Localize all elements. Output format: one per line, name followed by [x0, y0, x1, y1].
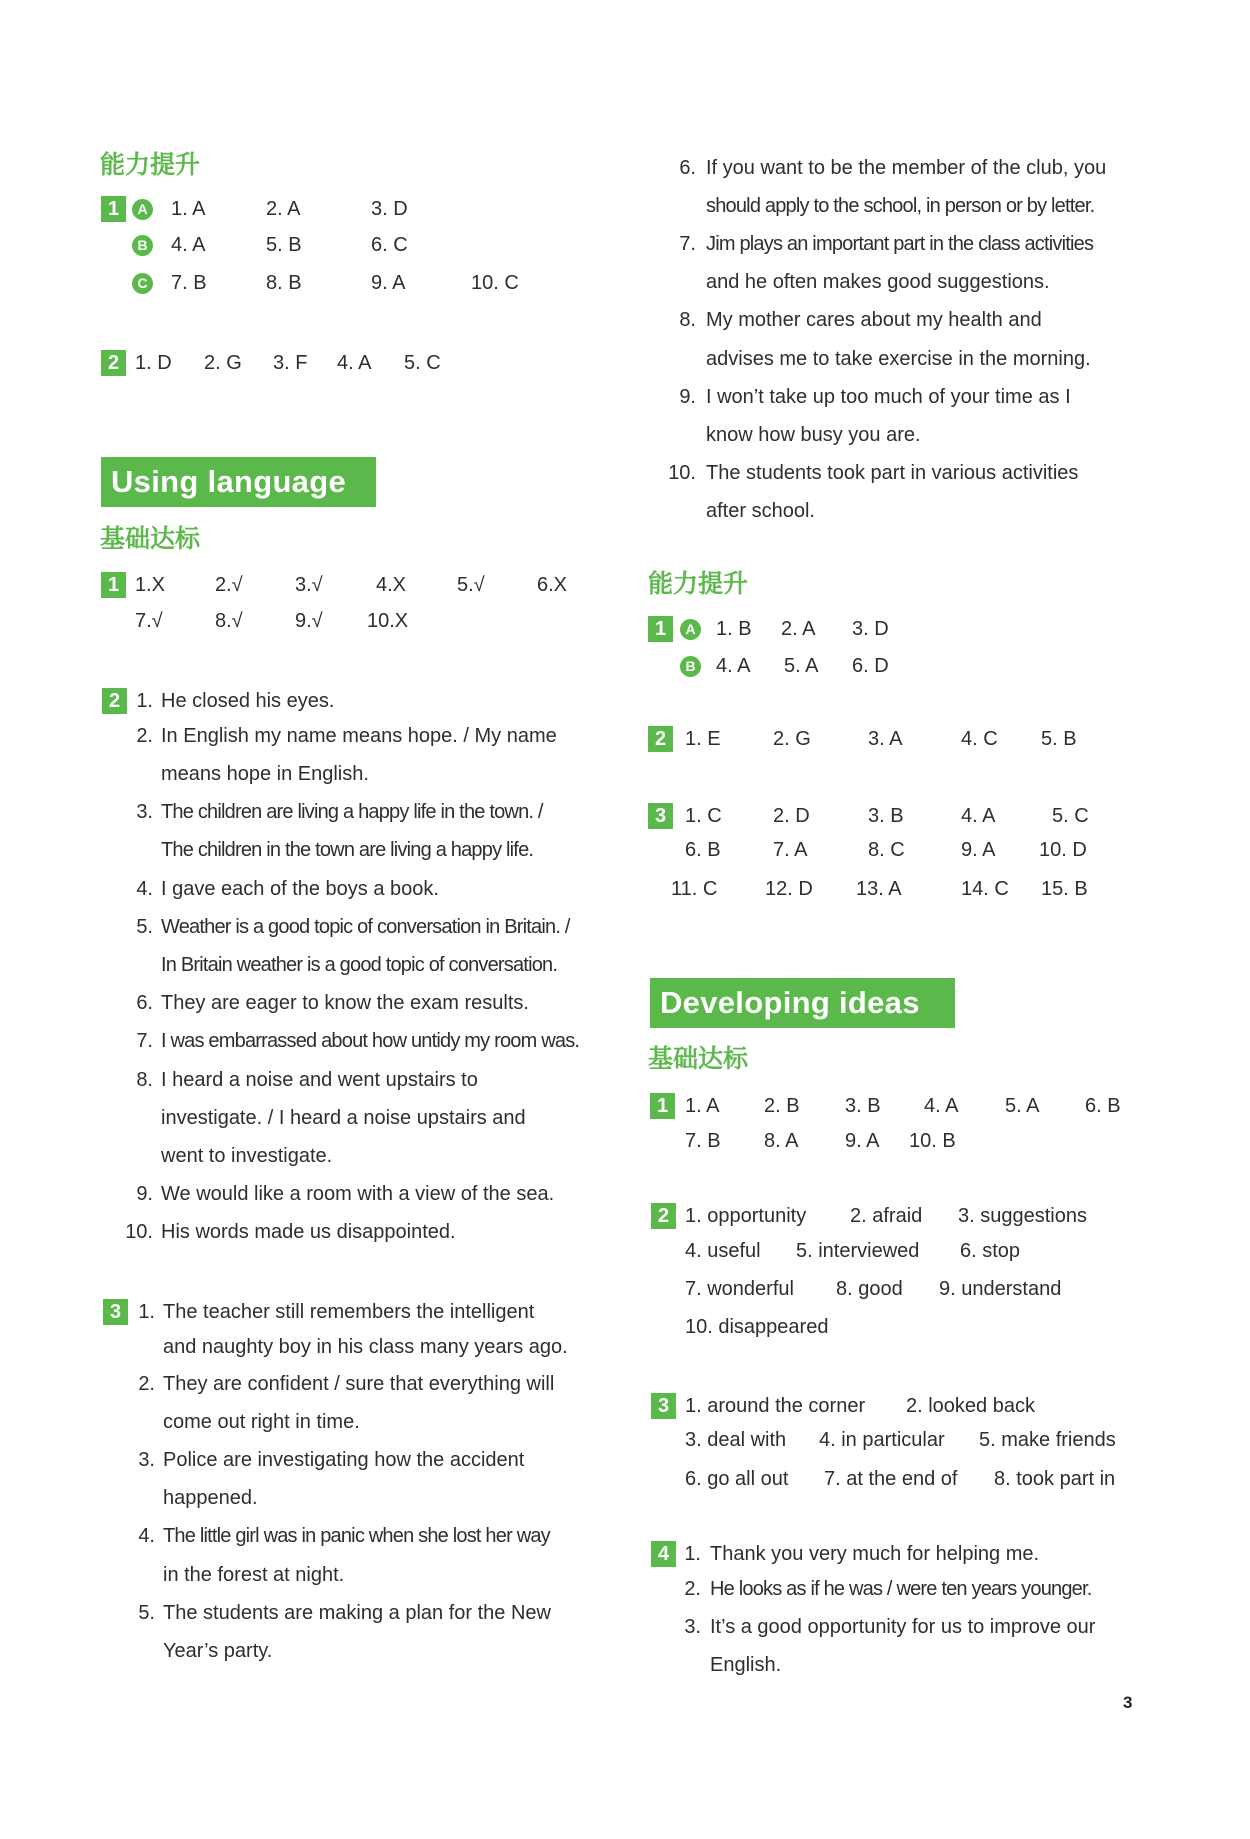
- exercise-badge: 1: [650, 1093, 675, 1119]
- answer: 12. D: [765, 878, 813, 900]
- item-text: My mother cares about my health and: [706, 309, 1042, 331]
- section-heading-advanced: 能力提升: [648, 569, 749, 598]
- answer: 3. B: [845, 1095, 881, 1117]
- answer: 8. took part in: [994, 1468, 1116, 1490]
- exercise-badge: 3: [103, 1299, 128, 1325]
- item-number: 3.: [138, 1449, 155, 1471]
- item-text: They are eager to know the exam results.: [161, 992, 529, 1014]
- answer: 3. suggestions: [958, 1205, 1087, 1227]
- item-text: happened.: [163, 1487, 258, 1509]
- answer: 1. opportunity: [685, 1205, 807, 1227]
- item-text: know how busy you are.: [706, 424, 921, 446]
- answer: 11. C: [671, 878, 718, 900]
- answer: 7. wonderful: [685, 1278, 794, 1300]
- item-text: English.: [710, 1654, 782, 1676]
- item-text: should apply to the school, in person or by letter.: [706, 195, 1095, 217]
- item-number: 6.: [136, 992, 153, 1014]
- part-letter-badge: C: [132, 273, 153, 294]
- answer: 10.X: [367, 610, 409, 632]
- item-text: The little girl was in panic when she lost her way: [163, 1525, 550, 1547]
- item-text: We would like a room with a view of the sea.: [161, 1183, 555, 1205]
- item-number: 8.: [136, 1069, 153, 1091]
- item-number: 1.: [138, 1301, 155, 1323]
- answer: 4. A: [924, 1095, 959, 1117]
- answer: 1.X: [135, 574, 166, 596]
- answer: 6.X: [537, 574, 568, 596]
- item-text: and he often makes good suggestions.: [706, 271, 1050, 293]
- item-number: 2.: [684, 1578, 701, 1600]
- answer: 8.√: [215, 610, 243, 632]
- answer: 3. deal with: [685, 1429, 787, 1451]
- item-text: They are confident / sure that everything will: [163, 1373, 555, 1395]
- item-text: He looks as if he was / were ten years younger.: [710, 1578, 1092, 1600]
- exercise-badge: 1: [101, 572, 126, 598]
- answer: 7. B: [685, 1130, 721, 1152]
- answer: 5. make friends: [979, 1429, 1116, 1451]
- item-text: advises me to take exercise in the morning.: [706, 348, 1091, 370]
- answer: 6. C: [371, 234, 408, 256]
- answer: 1. E: [685, 728, 721, 750]
- answer: 2. G: [204, 352, 242, 374]
- exercise-badge: 2: [101, 350, 126, 376]
- answer: 3. F: [273, 352, 308, 374]
- item-text: come out right in time.: [163, 1411, 360, 1433]
- item-text: I won’t take up too much of your time as I: [706, 386, 1071, 408]
- section-banner-developing-ideas: Developing ideas: [650, 978, 955, 1028]
- answer: 5. C: [404, 352, 441, 374]
- answer: 4. A: [337, 352, 372, 374]
- item-number: 9.: [136, 1183, 153, 1205]
- part-letter-badge: B: [132, 235, 153, 256]
- item-text: If you want to be the member of the club, you: [706, 157, 1107, 179]
- item-number: 4.: [136, 878, 153, 900]
- item-number: 6.: [679, 157, 696, 179]
- item-number: 10.: [668, 462, 696, 484]
- item-number: 3.: [684, 1616, 701, 1638]
- item-number: 1.: [684, 1543, 701, 1565]
- item-text: Thank you very much for helping me.: [710, 1543, 1040, 1565]
- section-heading-advanced: 能力提升: [100, 150, 201, 179]
- answer: 8. A: [764, 1130, 799, 1152]
- answer: 5. B: [1041, 728, 1077, 750]
- item-text: The children in the town are living a happy life.: [161, 839, 534, 861]
- answer: 7. B: [171, 272, 207, 294]
- answer: 10. disappeared: [685, 1316, 829, 1338]
- part-letter-badge: A: [680, 619, 701, 640]
- item-number: 7.: [136, 1030, 153, 1052]
- item-text: In English my name means hope. / My name: [161, 725, 557, 747]
- answer: 10. B: [909, 1130, 956, 1152]
- answer: 2. A: [781, 618, 816, 640]
- item-text: after school.: [706, 500, 815, 522]
- answer: 1. B: [716, 618, 752, 640]
- part-letter-badge: A: [132, 199, 153, 220]
- answer: 6. stop: [960, 1240, 1021, 1262]
- exercise-badge: 2: [651, 1203, 676, 1229]
- answer: 4. A: [716, 655, 751, 677]
- answer: 4. C: [961, 728, 998, 750]
- exercise-badge: 1: [101, 196, 126, 222]
- answer: 2. G: [773, 728, 811, 750]
- answer: 9. A: [961, 839, 996, 861]
- answer: 10. D: [1039, 839, 1087, 861]
- answer: 13. A: [856, 878, 902, 900]
- item-text: Police are investigating how the accident: [163, 1449, 525, 1471]
- answer: 4.X: [376, 574, 407, 596]
- item-number: 5.: [136, 916, 153, 938]
- answer: 4. A: [961, 805, 996, 827]
- answer: 5.√: [457, 574, 485, 596]
- answer: 9. A: [371, 272, 406, 294]
- item-text: in the forest at night.: [163, 1564, 345, 1586]
- exercise-badge: 3: [648, 803, 673, 829]
- answer: 4. A: [171, 234, 206, 256]
- answer: 9. understand: [939, 1278, 1062, 1300]
- item-text: In Britain weather is a good topic of conversation.: [161, 954, 558, 976]
- answer: 1. D: [135, 352, 172, 374]
- answer: 5. A: [1005, 1095, 1040, 1117]
- item-text: The teacher still remembers the intelligent: [163, 1301, 535, 1323]
- answer: 6. go all out: [685, 1468, 789, 1490]
- exercise-badge: 4: [651, 1541, 676, 1567]
- answer: 10. C: [471, 272, 519, 294]
- answer: 3. B: [868, 805, 904, 827]
- item-text: It’s a good opportunity for us to improve our: [710, 1616, 1096, 1638]
- exercise-badge: 3: [651, 1393, 676, 1419]
- answer: 5. interviewed: [796, 1240, 920, 1262]
- answer: 4. in particular: [819, 1429, 945, 1451]
- answer: 2. D: [773, 805, 810, 827]
- answer: 6. D: [852, 655, 889, 677]
- item-text: The students took part in various activities: [706, 462, 1079, 484]
- answer: 3. D: [371, 198, 408, 220]
- answer: 8. B: [266, 272, 302, 294]
- item-number: 8.: [679, 309, 696, 331]
- item-text: Year’s party.: [163, 1640, 273, 1662]
- answer: 3.√: [295, 574, 323, 596]
- answer: 5. A: [784, 655, 819, 677]
- item-number: 9.: [679, 386, 696, 408]
- answer: 8. good: [836, 1278, 903, 1300]
- exercise-badge: 1: [648, 616, 673, 642]
- section-heading-basic: 基础达标: [100, 524, 201, 553]
- item-text: I gave each of the boys a book.: [161, 878, 439, 900]
- item-number: 5.: [138, 1602, 155, 1624]
- answer: 2. afraid: [850, 1205, 923, 1227]
- item-text: investigate. / I heard a noise upstairs and: [161, 1107, 526, 1129]
- section-heading-basic: 基础达标: [648, 1044, 749, 1073]
- answer: 3. D: [852, 618, 889, 640]
- answer: 15. B: [1041, 878, 1088, 900]
- answer: 6. B: [1085, 1095, 1121, 1117]
- item-number: 1.: [136, 690, 153, 712]
- item-text: The students are making a plan for the New: [163, 1602, 551, 1624]
- item-number: 10.: [125, 1221, 153, 1243]
- exercise-badge: 2: [648, 726, 673, 752]
- answer: 7.√: [135, 610, 163, 632]
- exercise-badge: 2: [102, 688, 127, 714]
- page-number: 3: [1123, 1693, 1133, 1712]
- item-number: 7.: [679, 233, 696, 255]
- answer: 1. A: [171, 198, 206, 220]
- item-number: 2.: [138, 1373, 155, 1395]
- answer: 9.√: [295, 610, 323, 632]
- answer: 6. B: [685, 839, 721, 861]
- answer: 14. C: [961, 878, 1009, 900]
- answer: 7. at the end of: [824, 1468, 958, 1490]
- item-text: He closed his eyes.: [161, 690, 335, 712]
- answer: 5. C: [1052, 805, 1089, 827]
- answer: 3. A: [868, 728, 903, 750]
- answer: 1. around the corner: [685, 1395, 866, 1417]
- section-banner-using-language: Using language: [101, 457, 376, 507]
- answer: 5. B: [266, 234, 302, 256]
- item-text: I heard a noise and went upstairs to: [161, 1069, 478, 1091]
- answer: 1. C: [685, 805, 722, 827]
- item-text: The children are living a happy life in the town. /: [161, 801, 543, 823]
- item-text: His words made us disappointed.: [161, 1221, 456, 1243]
- answer: 2. B: [764, 1095, 800, 1117]
- item-text: and naughty boy in his class many years ago.: [163, 1336, 568, 1358]
- answer: 4. useful: [685, 1240, 761, 1262]
- answer: 7. A: [773, 839, 808, 861]
- item-text: Weather is a good topic of conversation in Britain. /: [161, 916, 570, 938]
- item-number: 3.: [136, 801, 153, 823]
- item-text: went to investigate.: [161, 1145, 333, 1167]
- item-text: Jim plays an important part in the class activities: [706, 233, 1094, 255]
- item-text: I was embarrassed about how untidy my room was.: [161, 1030, 580, 1052]
- item-number: 4.: [138, 1525, 155, 1547]
- answer: 8. C: [868, 839, 905, 861]
- item-number: 2.: [136, 725, 153, 747]
- answer: 2. A: [266, 198, 301, 220]
- answer: 2.√: [215, 574, 243, 596]
- part-letter-badge: B: [680, 656, 701, 677]
- item-text: means hope in English.: [161, 763, 369, 785]
- answer: 2. looked back: [906, 1395, 1035, 1417]
- answer: 9. A: [845, 1130, 880, 1152]
- answer: 1. A: [685, 1095, 720, 1117]
